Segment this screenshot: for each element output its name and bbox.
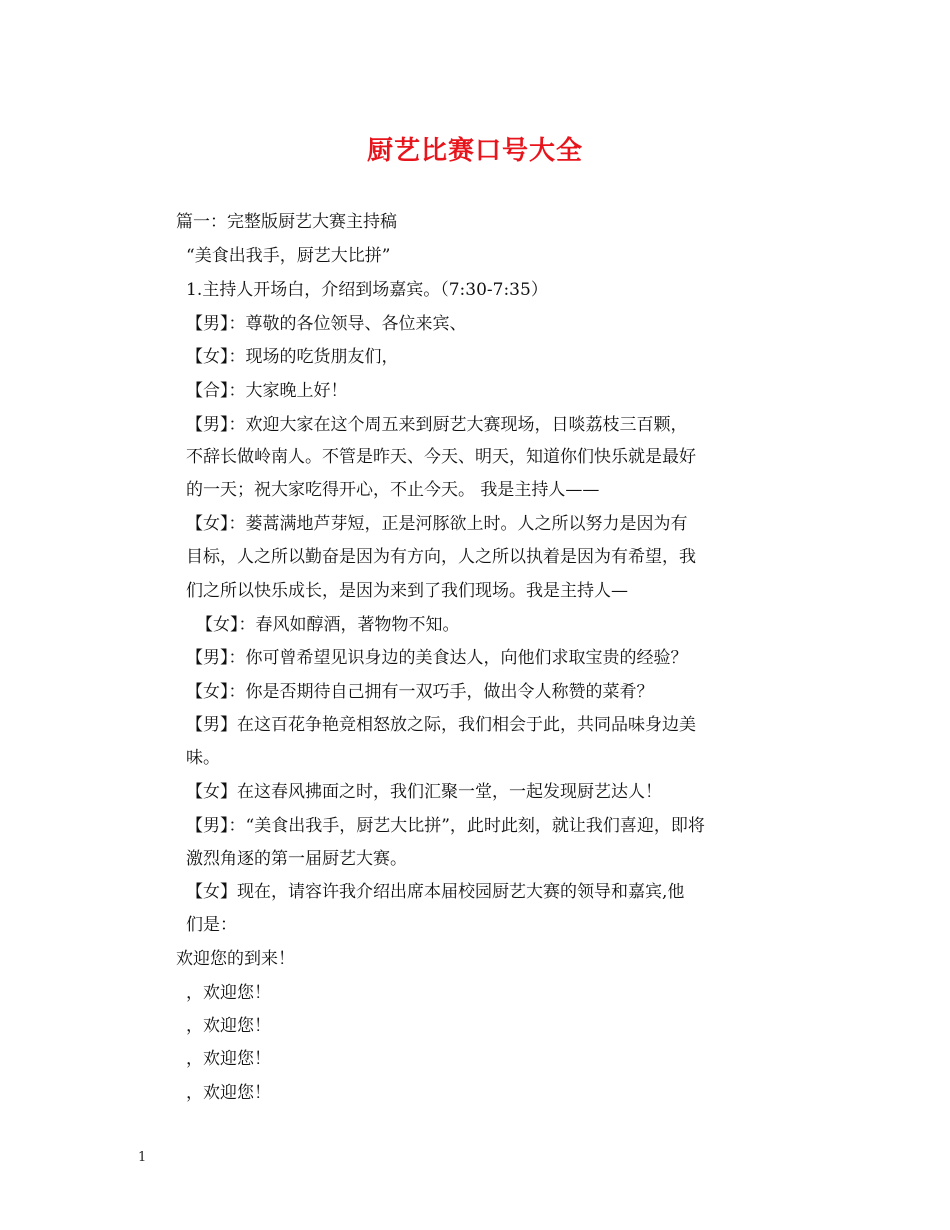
text-line: 激烈角逐的第一届厨艺大赛。 [186,849,407,869]
text-line: “美食出我手，厨艺大比拼” [186,246,391,266]
text-line: 1.主持人开场白，介绍到场嘉宾。（7:30-7:35） [186,280,548,300]
document-title: 厨艺比赛口号大全 [366,136,583,166]
text-line: 【女】：蒌蒿满地芦芽短，正是河豚欲上时。人之所以努力是因为有 [186,514,688,534]
text-line: 【男】在这百花争艳竞相怒放之际，我们相会于此，共同品味身边美 [186,715,696,735]
text-line: 【男】：你可曾希望见识身边的美食达人，向他们求取宝贵的经验？ [186,648,688,668]
text-line: 【女】：你是否期待自己拥有一双巧手，做出令人称赞的菜肴？ [186,682,654,702]
text-line: 们之所以快乐成长，是因为来到了我们现场。我是主持人— [186,581,628,601]
text-line: 【女】：春风如醇酒，著物物不知。 [196,615,460,635]
text-line: 篇一：完整版厨艺大赛主持稿 [176,212,397,232]
text-line: 【男】：“美食出我手，厨艺大比拼”，此时此刻，就让我们喜迎，即将 [186,816,705,836]
text-line: 【男】：欢迎大家在这个周五来到厨艺大赛现场，日啖荔枝三百颗， [186,415,688,435]
text-line: 【男】：尊敬的各位领导、各位来宾、 [186,314,467,334]
text-line: 目标，人之所以勤奋是因为有方向，人之所以执着是因为有希望，我 [186,547,696,567]
text-line: 【女】现在，请容许我介绍出席本届校园厨艺大赛的领导和嘉宾,他 [186,882,685,902]
text-line: 的一天；祝大家吃得开心，不止今天。 我是主持人—— [186,480,600,500]
text-line: ，欢迎您！ [186,1016,271,1036]
text-line: ，欢迎您！ [186,1083,271,1103]
text-line: 们是： [186,915,237,935]
text-line: ，欢迎您！ [186,983,271,1003]
text-line: 【合】：大家晚上好！ [186,381,348,401]
page-number: 1 [138,1150,147,1165]
text-line: 【女】：现场的吃货朋友们， [186,347,399,367]
text-line: 不辞长做岭南人。不管是昨天、今天、明天，知道你们快乐就是最好 [186,447,696,467]
text-line: 【女】在这春风拂面之时，我们汇聚一堂，一起发现厨艺达人！ [186,782,662,802]
text-line: ，欢迎您！ [186,1049,271,1069]
text-line: 欢迎您的到来！ [176,949,295,969]
text-line: 味。 [186,748,220,768]
